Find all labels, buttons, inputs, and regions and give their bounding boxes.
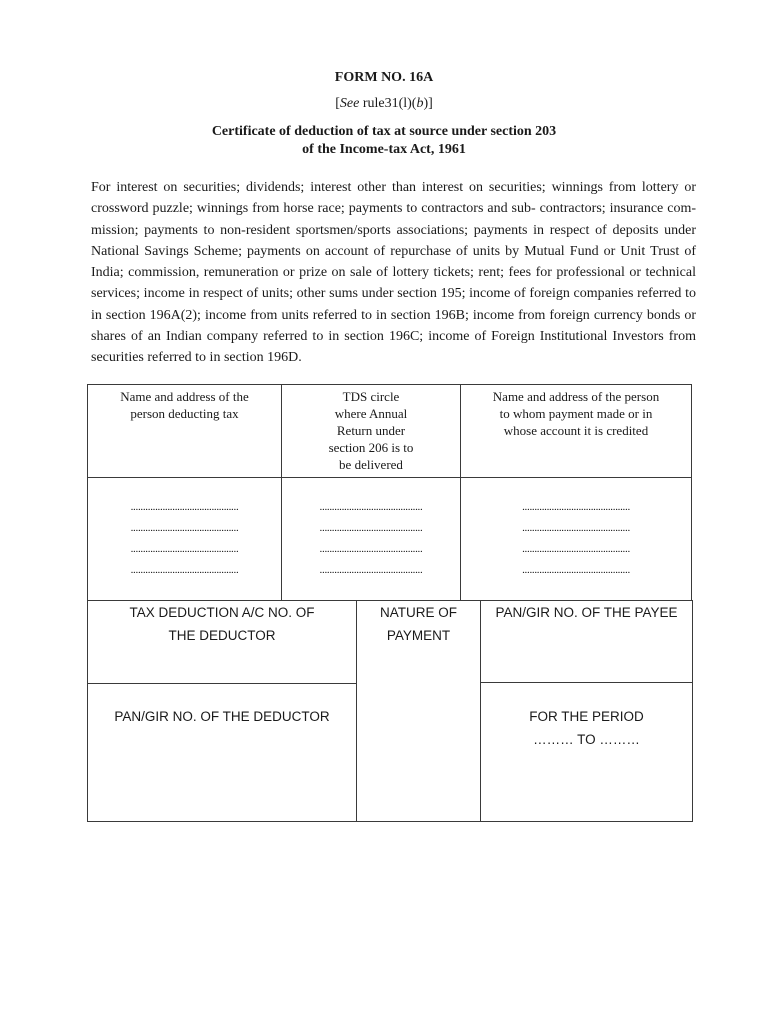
period-label: FOR THE PERIOD [529, 709, 644, 724]
deductor-dotted-line-3: ............................................ [130, 543, 239, 555]
tds-circle-header-cell [281, 384, 461, 478]
tax-deduction-account-cell[interactable] [87, 600, 357, 684]
payee-name-header-line-2: to whom payment made or in [499, 406, 653, 421]
rule-text: rule31(l)( [359, 96, 417, 111]
deductor-pan-cell[interactable] [87, 683, 357, 822]
period-cell[interactable] [480, 682, 693, 822]
deductor-name-header-line-2: person deducting tax [130, 406, 239, 421]
tds-circle-dotted-line-3: .......................................... [319, 543, 423, 555]
deductor-name-header-cell [87, 384, 282, 478]
tds-circle-field[interactable] [281, 477, 461, 601]
certificate-title-line-1: Certificate of deduction of tax at source under section 203 [211, 124, 557, 139]
tds-circle-dotted-line-4: .......................................... [319, 564, 423, 576]
deductor-name-field[interactable] [87, 477, 282, 601]
deductor-pan-label: PAN/GIR NO. OF THE DEDUCTOR [114, 709, 330, 724]
rule-reference [0, 96, 768, 112]
nature-of-payment-label-line-1: NATURE OF [380, 605, 457, 620]
intro-paragraph: For interest on securities; dividends; interest other than interest on securities; winnings from lottery or crossword puzzle; winnings from horse race; payments to contractors and sub- contractors; insurance com-mission; payments to non-resident sportsmen/sports associations; payments in respect of deposits under National Savings Scheme; payments on account of repurchase of units by Mutual Fund or Unit Trust of India; commission, remuneration or prize on sale of lottery tickets; rent; fees for professional or technical services; income in respect of units; other sums under section 195; income of foreign companies referred to in section 196A(2); income from units referred to in section 196B; income from foreign currency bonds or shares of an Indian company referred to in section 196C; income of Foreign Institutional Investors from securities referred to in section 196D. [91, 180, 696, 366]
tds-circle-dotted-line-2: .......................................... [319, 522, 423, 534]
payee-name-field[interactable] [460, 477, 692, 601]
deductor-dotted-line-4: ............................................ [130, 564, 239, 576]
rule-bracket-close: )] [423, 96, 433, 111]
tax-deduction-account-label-line-2: THE DEDUCTOR [168, 628, 276, 643]
form-title: FORM NO. 16A [334, 70, 434, 85]
payee-dotted-line-3: ............................................ [522, 543, 630, 555]
payee-dotted-line-1: ............................................ [522, 501, 630, 513]
certificate-title-line-2: of the Income-tax Act, 1961 [302, 142, 466, 157]
deductor-name-header-line-1: Name and address of the [120, 389, 249, 404]
deductor-dotted-line-2: ............................................ [130, 522, 239, 534]
nature-of-payment-label-line-2: PAYMENT [386, 628, 451, 643]
tax-deduction-account-label-line-1: TAX DEDUCTION A/C NO. OF [129, 605, 315, 620]
payee-name-header-cell [460, 384, 692, 478]
rule-see: See [339, 96, 360, 111]
payee-dotted-line-4: ............................................ [522, 564, 630, 576]
tds-circle-header-line-2: where Annual [334, 406, 408, 421]
tds-circle-header-line-1: TDS circle [342, 389, 400, 404]
payee-name-header-line-1: Name and address of the person [492, 389, 660, 404]
tds-circle-header-line-4: section 206 is to [328, 440, 414, 455]
deductor-dotted-line-1: ............................................ [130, 501, 239, 513]
certificate-title [0, 123, 768, 159]
tds-circle-dotted-line-1: .......................................... [319, 501, 423, 513]
rule-clause: b [416, 96, 424, 111]
period-range: ……… TO ……… [533, 732, 640, 747]
payee-pan-label: PAN/GIR NO. OF THE PAYEE [495, 605, 678, 620]
nature-of-payment-cell[interactable] [356, 600, 481, 822]
payee-dotted-line-2: ............................................ [522, 522, 630, 534]
rule-bracket-open: [ [335, 96, 340, 111]
tds-circle-header-line-3: Return under [336, 423, 406, 438]
payee-name-header-line-3: whose account it is credited [503, 423, 649, 438]
tds-circle-header-line-5: be delivered [339, 457, 403, 472]
payee-pan-cell[interactable] [480, 600, 693, 683]
